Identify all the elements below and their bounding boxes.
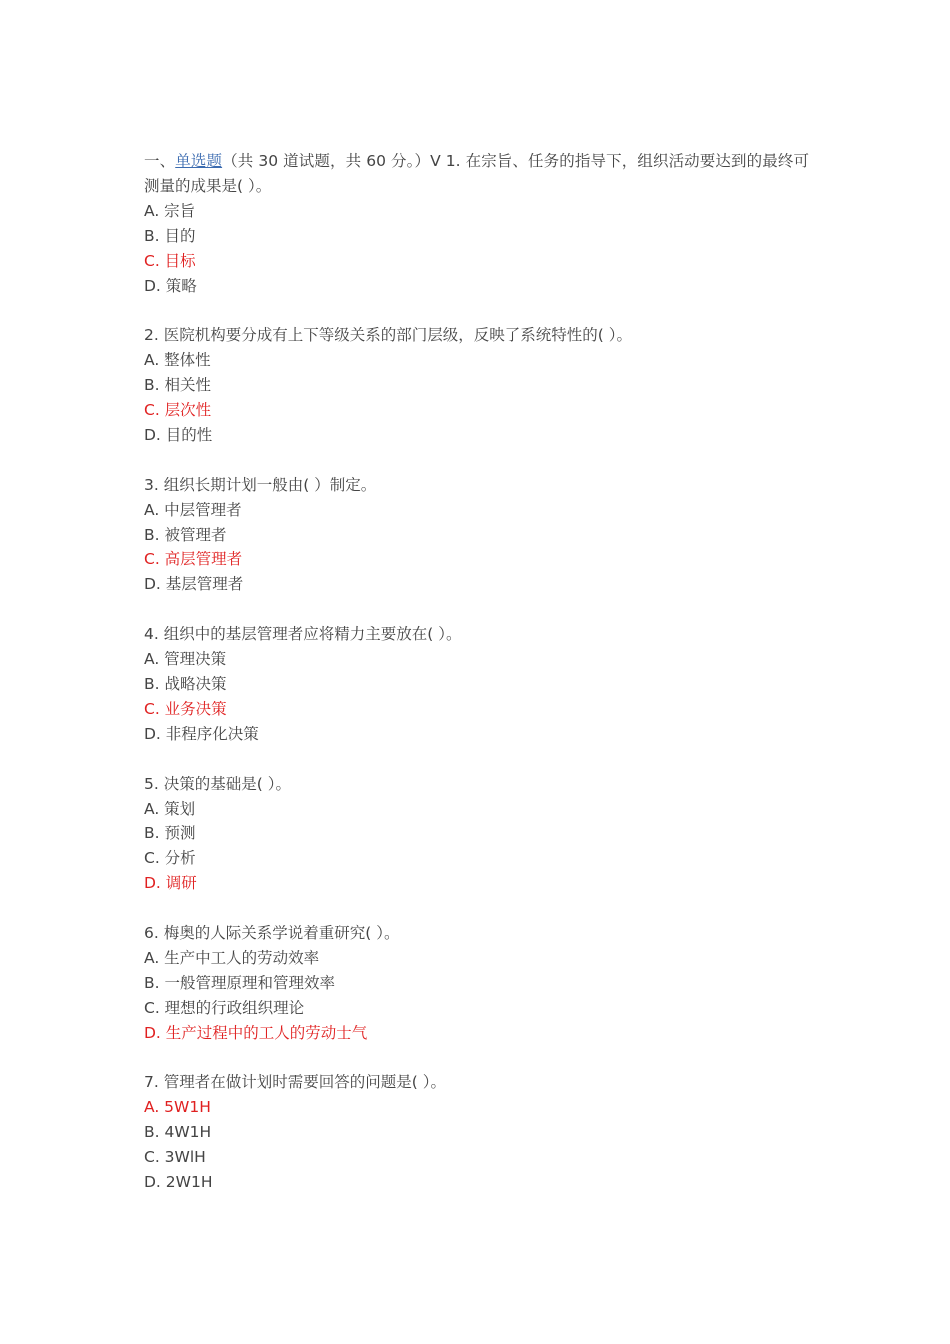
option-line: D. 非程序化决策 [144,724,259,743]
correct-option-line: A. 5W1H [144,1098,211,1117]
section-header [144,149,809,199]
question-stem: 2. 医院机构要分成有上下等级关系的部门层级，反映了系统特性的( ）。 [144,326,632,345]
option-line: B. 被管理者 [144,525,227,544]
correct-option-line: C. 目标 [144,251,196,270]
option-line: B. 目的 [144,226,196,245]
question-3 [144,473,809,598]
question-7 [144,1070,809,1195]
document-page [144,149,809,1195]
single-choice-link[interactable]: 单选题 [175,152,223,170]
option-line: A. 生产中工人的劳动效率 [144,948,320,967]
option-line: A. 策划 [144,799,196,818]
question-5 [144,772,809,897]
spacer [144,597,809,622]
option-line: A. 整体性 [144,351,211,370]
option-line: D. 基层管理者 [144,575,244,594]
correct-option-line: C. 高层管理者 [144,550,243,569]
question-4 [144,622,809,747]
question-stem: 3. 组织长期计划一般由( ）制定。 [144,475,377,494]
spacer [144,298,809,323]
question-2 [144,323,809,448]
option-line: A. 宗旨 [144,201,196,220]
option-line: D. 2W1H [144,1173,213,1192]
option-line: C. 3WlH [144,1148,206,1167]
option-line: B. 相关性 [144,376,211,395]
option-line: B. 4W1H [144,1123,212,1142]
option-line: A. 中层管理者 [144,500,242,519]
correct-option-line: C. 层次性 [144,401,212,420]
question-6 [144,921,809,1046]
option-line: D. 目的性 [144,425,213,444]
correct-option-line: C. 业务决策 [144,699,227,718]
correct-option-line: D. 调研 [144,874,197,893]
spacer [144,747,809,772]
spacer [144,448,809,473]
question-1-options [144,199,809,299]
question-stem: 7. 管理者在做计划时需要回答的问题是( ）。 [144,1073,446,1092]
question-stem: 5. 决策的基础是( ）。 [144,774,291,793]
section-header-text: （共 30 道试题，共 60 分。）V 1. 在宗旨、任务的指导下，组织活动要达到的最终可测量的成果是( ）。 [144,152,809,195]
option-line: B. 战略决策 [144,674,227,693]
option-line: A. 管理决策 [144,650,227,669]
option-line: B. 一般管理原理和管理效率 [144,973,335,992]
option-line: C. 理想的行政组织理论 [144,998,305,1017]
question-stem: 6. 梅奥的人际关系学说着重研究( ）。 [144,924,400,943]
option-line: B. 预测 [144,824,196,843]
option-line: D. 策略 [144,276,197,295]
question-stem: 4. 组织中的基层管理者应将精力主要放在( ）。 [144,625,462,644]
section-prefix: 一、 [144,152,176,170]
correct-option-line: D. 生产过程中的工人的劳动士气 [144,1023,368,1042]
spacer [144,1046,809,1071]
option-line: C. 分析 [144,849,196,868]
spacer [144,896,809,921]
